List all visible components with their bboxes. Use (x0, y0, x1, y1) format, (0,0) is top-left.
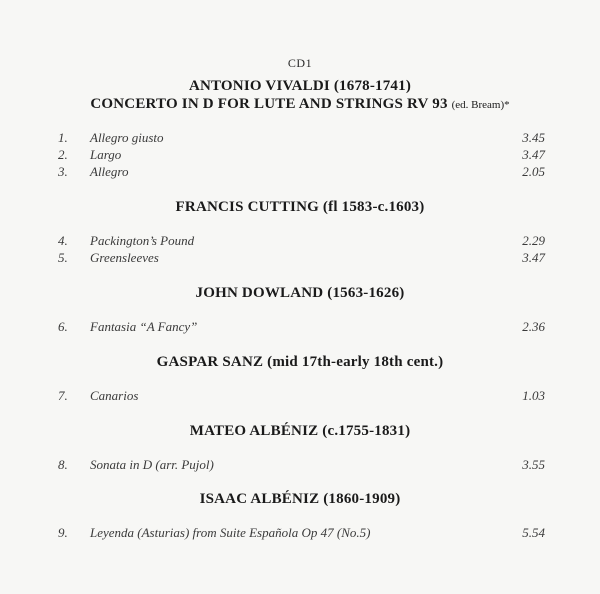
work-heading-vivaldi (0, 96, 600, 113)
composer-heading-dowland: JOHN DOWLAND (1563-1626) (195, 285, 405, 301)
composer-heading-cutting: FRANCIS CUTTING (fl 1583-c.1603) (175, 199, 425, 215)
track-title: Sonata in D (arr. Pujol) (90, 457, 214, 472)
work-title: CONCERTO IN D FOR LUTE AND STRINGS RV 93 (90, 96, 448, 112)
track-title: Allegro (90, 164, 129, 179)
work-note: (ed. Bream)* (451, 99, 510, 111)
composer-heading-isaac-albeniz: ISAAC ALBÉNIZ (1860-1909) (199, 491, 401, 507)
track-number: 5. (58, 250, 68, 265)
track-title: Allegro giusto (90, 130, 164, 145)
track-row (0, 250, 600, 266)
track-title: Greensleeves (90, 250, 159, 265)
composer-heading-mateo-albeniz: MATEO ALBÉNIZ (c.1755-1831) (189, 423, 411, 439)
disc-label: CD1 (287, 56, 313, 70)
track-duration: 3.45 (522, 130, 545, 145)
composer-heading-sanz: GASPAR SANZ (mid 17th-early 18th cent.) (156, 354, 444, 370)
track-duration: 5.54 (522, 525, 545, 540)
track-duration: 1.03 (522, 388, 545, 403)
track-number: 2. (58, 147, 68, 162)
track-number: 4. (58, 233, 68, 248)
track-row (0, 525, 600, 541)
track-row (0, 130, 600, 146)
track-row (0, 319, 600, 335)
composer-heading-vivaldi: ANTONIO VIVALDI (1678-1741) (188, 78, 412, 94)
track-number: 8. (58, 457, 68, 472)
track-row (0, 388, 600, 404)
track-duration: 3.47 (522, 147, 545, 162)
track-number: 6. (58, 319, 68, 334)
track-row (0, 457, 600, 473)
track-number: 9. (58, 525, 68, 540)
track-title: Largo (90, 147, 122, 162)
track-row (0, 147, 600, 163)
track-title: Packington’s Pound (90, 233, 195, 248)
track-number: 3. (58, 164, 68, 179)
track-duration: 2.29 (522, 233, 545, 248)
track-duration: 3.47 (522, 250, 545, 265)
track-duration: 3.55 (522, 457, 545, 472)
track-number: 7. (58, 388, 68, 403)
track-row (0, 233, 600, 249)
track-row (0, 164, 600, 180)
track-title: Leyenda (Asturias) from Suite Española Op 47 (No.5) (90, 525, 371, 540)
track-duration: 2.05 (522, 164, 545, 179)
track-duration: 2.36 (522, 319, 545, 334)
track-title: Canarios (90, 388, 139, 403)
track-number: 1. (58, 130, 68, 145)
track-title: Fantasia “A Fancy” (90, 319, 198, 334)
